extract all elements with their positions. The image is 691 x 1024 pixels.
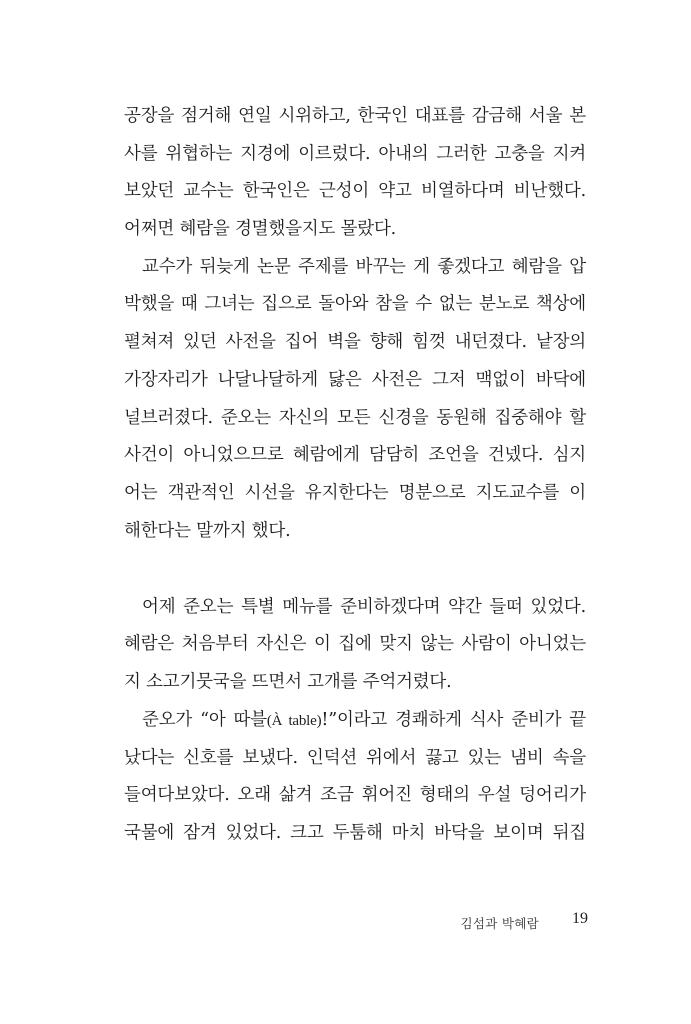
text-line: 사건이 아니었으므로 혜람에게 담담히 조언을 건넸다. 심지: [124, 445, 586, 466]
text-line: 사를 위협하는 지경에 이르렀다. 아내의 그러한 고충을 지켜: [124, 143, 586, 164]
text-line: 해한다는 말까지 했다.: [124, 520, 291, 541]
running-title: 김섬과 박혜람: [460, 916, 539, 931]
text-line: 교수가 뒤늦게 논문 주제를 바꾸는 게 좋겠다고 혜람을 압: [142, 256, 586, 277]
text-line: 가장자리가 나달나달하게 닳은 사전은 그저 맥없이 바닥에: [124, 369, 586, 390]
text-line: 널브러졌다. 준오는 자신의 모든 신경을 동원해 집중해야 할: [124, 407, 586, 428]
text-line: 어는 객관적인 시선을 유지한다는 명분으로 지도교수를 이: [124, 482, 586, 503]
text-line: 들여다보았다. 오래 삶겨 조금 휘어진 형태의 우설 덩어리가: [124, 785, 586, 806]
body-text: [124, 98, 586, 853]
text-line: 혜람은 처음부터 자신은 이 집에 맞지 않는 사람이 아니었는: [124, 634, 586, 655]
paragraph-2: [124, 249, 586, 551]
text-line: 준오가 “아 따블(À table)!”이라고 경쾌하게 식사 준비가 끝: [142, 709, 586, 730]
text-line: 보았던 교수는 한국인은 근성이 약고 비열하다며 비난했다.: [124, 181, 586, 202]
text-line: 났다는 신호를 보냈다. 인덕션 위에서 끓고 있는 냄비 속을: [124, 747, 586, 768]
page-footer: [0, 910, 691, 936]
text-line: 어제 준오는 특별 메뉴를 준비하겠다며 약간 들떠 있었다.: [142, 596, 586, 617]
text-line: 박했을 때 그녀는 집으로 돌아와 참을 수 없는 분노로 책상에: [124, 294, 586, 315]
text-line: 국물에 잠겨 있었다. 크고 두툼해 마치 바닥을 보이며 뒤집: [124, 822, 586, 843]
text-line: 펼쳐져 있던 사전을 집어 벽을 향해 힘껏 내던졌다. 낱장의: [124, 332, 586, 353]
section-break: [124, 550, 586, 589]
paragraph-1: [124, 98, 586, 249]
text-line: 공장을 점거해 연일 시위하고, 한국인 대표를 감금해 서울 본: [124, 106, 586, 126]
text-line: 지 소고기뭇국을 뜨면서 고개를 주억거렸다.: [124, 672, 452, 693]
paragraph-4: [124, 702, 586, 853]
page-number: 19: [572, 910, 588, 927]
french-phrase: (À table): [266, 712, 322, 729]
paragraph-3: [124, 589, 586, 702]
text-line: 어쩌면 혜람을 경멸했을지도 몰랐다.: [124, 219, 397, 240]
